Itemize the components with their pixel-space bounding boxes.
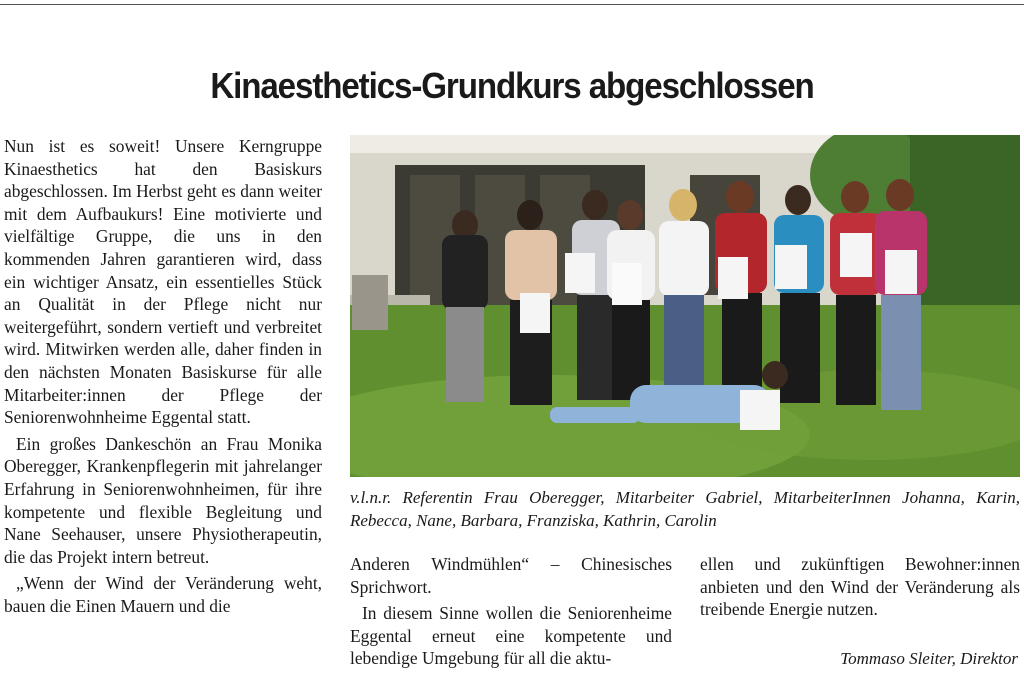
paragraph: In diesem Sinne wollen die Seniorenheime Eggental erneut eine kompetente und lebendige Umgebung für all die aktu- xyxy=(350,603,672,669)
article-column-2 xyxy=(350,553,672,670)
top-rule xyxy=(0,4,1024,5)
photo-caption: v.l.n.r. Referentin Frau Oberegger, Mitarbeiter Gabriel, MitarbeiterInnen Johanna, Karin, Rebecca, Nane, Barbara, Franziska, Kathrin, Carolin xyxy=(350,488,1020,530)
article-column-3 xyxy=(700,553,1020,621)
author-signature: Tommaso Sleiter, Direktor xyxy=(840,649,1018,668)
paragraph: „Wenn der Wind der Veränderung weht, bauen die Einen Mauern und die xyxy=(4,573,322,616)
group-photo xyxy=(350,135,1020,477)
paragraph: ellen und zukünftigen Bewohner:innen anbieten und den Wind der Veränderung als treibende Energie nutzen. xyxy=(700,554,1020,620)
article-column-1 xyxy=(4,135,322,617)
paragraph: Anderen Windmühlen“ – Chinesisches Sprichwort. xyxy=(350,554,672,597)
article-headline: Kinaesthetics-Grundkurs abgeschlossen xyxy=(210,65,814,106)
paragraph: Ein großes Dankeschön an Frau Monika Oberegger, Krankenpflegerin mit jahrelanger Erfahrung in Seniorenwohnheimen, für ihre kompetente und flexible Begleitung und Nane Seehauser, unsere Physiotherapeutin, die das Projekt intern betreut. xyxy=(4,433,322,567)
paragraph: Nun ist es soweit! Unsere Kerngruppe Kinaesthetics hat den Basiskurs abgeschlossen. Im Herbst geht es dann weiter mit dem Aufbaukurs! Eine motivierte und vielfältige Gruppe, die uns in den kommenden Jahren garantieren wird, dass ein wichtiger Ansatz, ein essentielles Stück an Qualität in der Pflege nicht nur weitergeführt, sondern vertieft und verbreitet wird. Mitwirken werden alle, daher finden in den nächsten Monaten Basiskurse für alle Mitarbeiter:innen der Pflege der Seniorenwohnheime Eggental statt. xyxy=(4,136,322,428)
